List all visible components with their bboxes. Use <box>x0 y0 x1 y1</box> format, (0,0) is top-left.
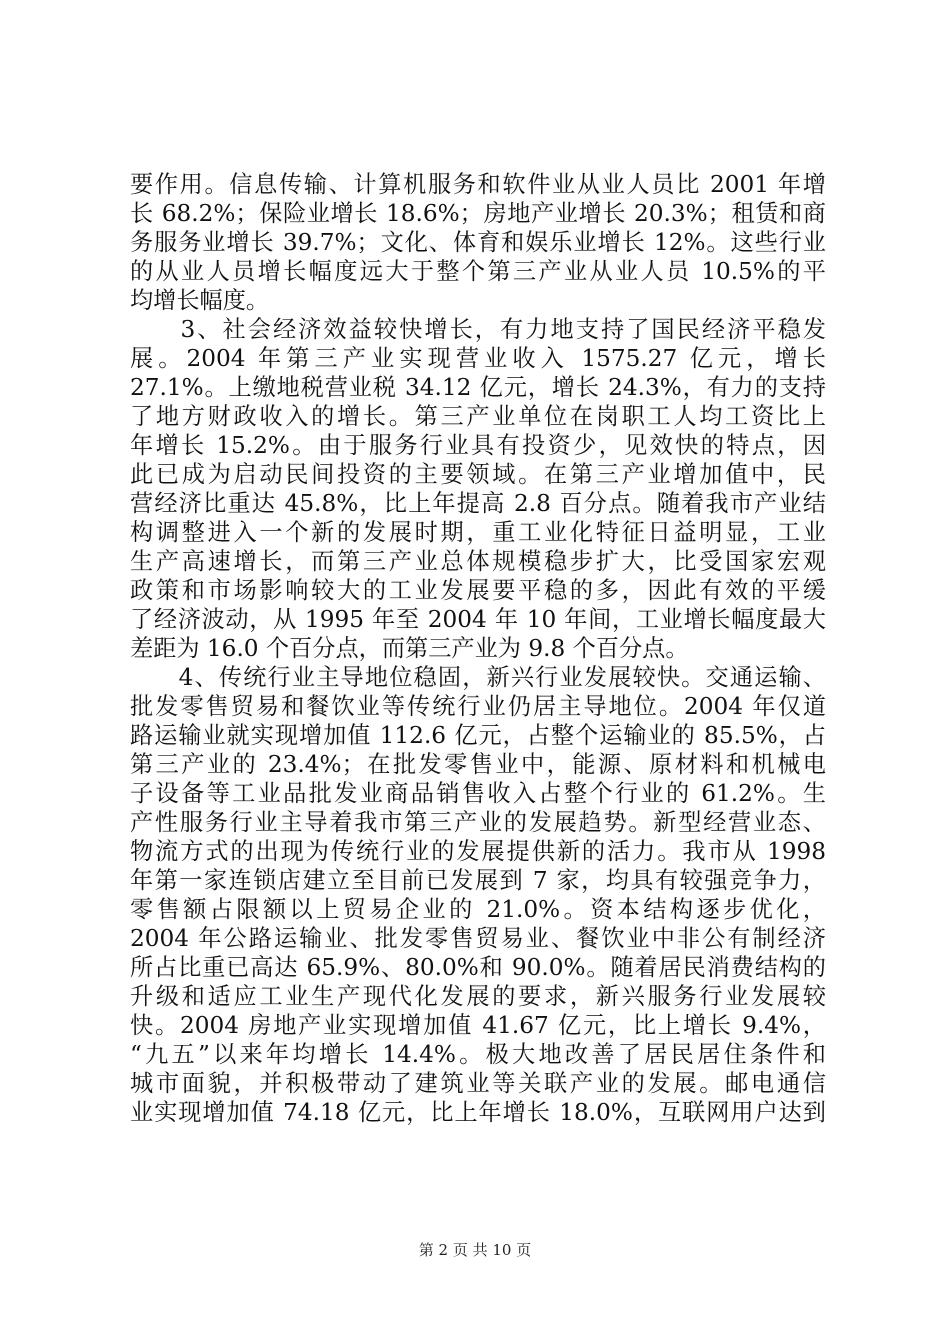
text-line: “九五”以来年均增长 14.4%。极大地改善了居民居住条件和 <box>130 1041 826 1068</box>
text-line: 了地方财政收入的增长。第三产业单位在岗职工人均工资比上 <box>130 403 826 430</box>
text-line: 了经济波动，从 1995 年至 2004 年 10 年间，工业增长幅度最大 <box>130 606 826 633</box>
page-number-footer: 第 2 页 共 10 页 <box>418 1241 532 1259</box>
text-line: 此已成为启动民间投资的主要领域。在第三产业增加值中，民 <box>130 461 826 488</box>
text-line: 第三产业的 23.4%；在批发零售业中，能源、原材料和机械电 <box>130 751 826 778</box>
text-line: 构调整进入一个新的发展时期，重工业化特征日益明显，工业 <box>130 519 826 546</box>
text-line: 要作用。信息传输、计算机服务和软件业从业人员比 2001 年增 <box>130 171 826 198</box>
text-line: 零售额占限额以上贸易企业的 21.0%。资本结构逐步优化， <box>130 896 826 923</box>
text-line: 2004 年公路运输业、批发零售贸易业、餐饮业中非公有制经济 <box>130 925 826 952</box>
text-line: 差距为 16.0 个百分点，而第三产业为 9.8 个百分点。 <box>130 635 689 662</box>
text-line: 城市面貌，并积极带动了建筑业等关联产业的发展。邮电通信 <box>130 1070 826 1097</box>
text-line: 产性服务行业主导着我市第三产业的发展趋势。新型经营业态、 <box>130 809 826 836</box>
text-line: 路运输业就实现增加值 112.6 亿元，占整个运输业的 85.5%，占 <box>130 722 826 749</box>
text-line: 3、社会经济效益较快增长，有力地支持了国民经济平稳发 <box>130 316 826 343</box>
text-line: 业实现增加值 74.18 亿元，比上年增长 18.0%，互联网用户达到 <box>130 1099 826 1126</box>
text-line: 27.1%。上缴地税营业税 34.12 亿元，增长 24.3%，有力的支持 <box>130 374 826 401</box>
text-line: 生产高速增长，而第三产业总体规模稳步扩大，比受国家宏观 <box>130 548 826 575</box>
text-line: 快。2004 房地产业实现增加值 41.67 亿元，比上增长 9.4%， <box>130 1012 826 1039</box>
text-line: 展。2004 年第三产业实现营业收入 1575.27 亿元，增长 <box>130 345 826 372</box>
text-line: 长 68.2%；保险业增长 18.6%；房地产业增长 20.3%；租赁和商 <box>130 200 826 227</box>
text-line: 均增长幅度。 <box>130 287 270 314</box>
text-line: 物流方式的出现为传统行业的发展提供新的活力。我市从 1998 <box>130 838 826 865</box>
body-text <box>130 170 826 1127</box>
text-line: 年第一家连锁店建立至目前已发展到 7 家，均具有较强竞争力， <box>130 867 826 894</box>
text-line: 营经济比重达 45.8%，比上年提高 2.8 百分点。随着我市产业结 <box>130 490 826 517</box>
text-line: 务服务业增长 39.7%；文化、体育和娱乐业增长 12%。这些行业 <box>130 229 826 256</box>
text-line: 升级和适应工业生产现代化发展的要求，新兴服务行业发展较 <box>130 983 826 1010</box>
text-line: 所占比重已高达 65.9%、80.0%和 90.0%。随着居民消费结构的 <box>130 954 826 981</box>
text-line: 子设备等工业品批发业商品销售收入占整个行业的 61.2%。生 <box>130 780 826 807</box>
text-line: 政策和市场影响较大的工业发展要平稳的多，因此有效的平缓 <box>130 577 826 604</box>
text-line: 4、传统行业主导地位稳固，新兴行业发展较快。交通运输、 <box>130 664 826 691</box>
text-line: 年增长 15.2%。由于服务行业具有投资少，见效快的特点，因 <box>130 432 826 459</box>
text-line: 批发零售贸易和餐饮业等传统行业仍居主导地位。2004 年仅道 <box>130 693 826 720</box>
text-line: 的从业人员增长幅度远大于整个第三产业从业人员 10.5%的平 <box>130 258 826 285</box>
